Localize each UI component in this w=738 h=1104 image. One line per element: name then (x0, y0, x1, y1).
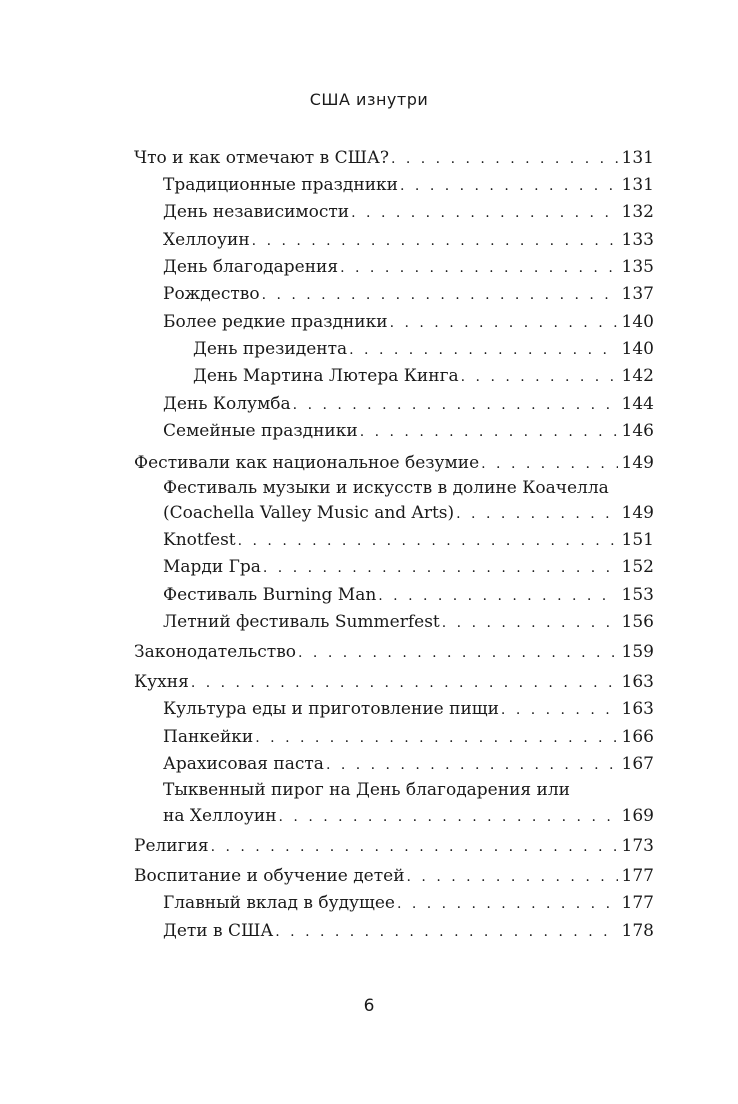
toc-entry (163, 529, 654, 551)
leader-dots (340, 257, 617, 279)
toc-entry-title-line: Фестиваль музыки и искусств в долине Коачелла (163, 478, 609, 498)
toc-entry-title: Арахисовая паста (163, 754, 324, 774)
toc-entry-page: 131 (621, 148, 654, 168)
toc-entry-title: День президента (193, 339, 348, 359)
toc-entry-title: Кухня (134, 672, 189, 692)
toc-entry-page: 159 (621, 642, 654, 662)
leader-dots (252, 230, 618, 252)
toc-entry-title: Фестиваль Burning Man (163, 585, 377, 605)
toc-entry-title: Марди Гра (163, 557, 261, 577)
toc-entry (163, 611, 654, 633)
page-number: 6 (363, 996, 375, 1016)
toc-entry-page: 163 (621, 699, 654, 719)
toc-entry-title: Воспитание и обучение детей (134, 866, 405, 886)
toc-entry-page: 173 (621, 836, 654, 856)
toc-entry-title: Knotfest (163, 530, 236, 550)
toc-entry (163, 201, 654, 223)
leader-dots (501, 699, 618, 721)
toc-entry (193, 365, 654, 387)
toc-entry (163, 753, 654, 775)
toc-entry (163, 311, 654, 333)
toc-entry-title: Хеллоуин (163, 230, 250, 250)
toc-entry (163, 892, 654, 914)
toc-entry-page: 137 (621, 284, 654, 304)
leader-dots (191, 672, 618, 694)
toc-entry-title: Панкейки (163, 727, 254, 747)
leader-dots (391, 148, 618, 170)
toc-entry-page: 146 (621, 421, 654, 441)
toc-entry-title: День независимости (163, 202, 350, 222)
toc-entry (163, 584, 654, 606)
leader-dots (442, 612, 618, 634)
toc-entry (134, 671, 654, 693)
toc-entry-title: Культура еды и приготовление пищи (163, 699, 499, 719)
leader-dots (400, 175, 618, 197)
toc-entry (193, 338, 654, 360)
toc-entry (163, 698, 654, 720)
toc-entry-page: 149 (621, 453, 654, 473)
toc-entry-page: 135 (621, 257, 654, 277)
leader-dots (397, 893, 618, 915)
toc-entry-page: 133 (621, 230, 654, 250)
running-title: США изнутри (309, 90, 429, 109)
toc-entry-title: Семейные праздники (163, 421, 358, 441)
leader-dots (238, 530, 618, 552)
toc-entry (163, 256, 654, 278)
leader-dots (378, 585, 617, 607)
toc-entry (163, 920, 654, 942)
toc-entry-title: День Мартина Лютера Кинга (193, 366, 459, 386)
toc-entry (163, 283, 654, 305)
toc-entry-page: 163 (621, 672, 654, 692)
toc-entry (163, 420, 654, 442)
toc-entry-title: Более редкие праздники (163, 312, 388, 332)
toc-entry-page: 178 (621, 921, 654, 941)
leader-dots (407, 866, 618, 888)
leader-dots (360, 421, 618, 443)
toc-entry-page: 152 (621, 557, 654, 577)
toc-entry-page: 156 (621, 612, 654, 632)
leader-dots (275, 921, 617, 943)
leader-dots (262, 284, 618, 306)
toc-entry-title: Законодательство (134, 642, 297, 662)
toc-entry-title: Традиционные праздники (163, 175, 399, 195)
toc-entry-page: 166 (621, 727, 654, 747)
toc-entry-title: Рождество (163, 284, 260, 304)
toc-entry-title: Фестивали как национальное безумие (134, 453, 480, 473)
toc-entry-title: День Колумба (163, 394, 291, 414)
toc-entry-title: Религия (134, 836, 209, 856)
toc-entry-page: 153 (621, 585, 654, 605)
toc-entry (163, 556, 654, 578)
toc-entry-title: на Хеллоуин (163, 806, 277, 826)
toc-entry-page: 131 (621, 175, 654, 195)
leader-dots (211, 836, 618, 858)
toc-entry-title: Дети в США (163, 921, 274, 941)
toc-entry-page: 151 (621, 530, 654, 550)
toc-entry-page: 140 (621, 312, 654, 332)
leader-dots (293, 394, 618, 416)
toc-entry-title: День благодарения (163, 257, 339, 277)
leader-dots (456, 503, 617, 525)
toc-entry (163, 229, 654, 251)
toc-entry-page: 132 (621, 202, 654, 222)
toc-entry (134, 865, 654, 887)
toc-entry (163, 393, 654, 415)
leader-dots (255, 727, 617, 749)
toc-entry (134, 452, 654, 474)
toc-entry-title: Что и как отмечают в США? (134, 148, 389, 168)
leader-dots (263, 557, 618, 579)
toc-entry-page: 140 (621, 339, 654, 359)
toc-entry (163, 502, 654, 524)
toc-entry-page: 167 (621, 754, 654, 774)
toc-entry-page: 142 (621, 366, 654, 386)
toc-entry-title: (Coachella Valley Music and Arts) (163, 503, 455, 523)
toc-entry (134, 641, 654, 663)
toc-entry-page: 169 (621, 806, 654, 826)
leader-dots (326, 754, 618, 776)
toc-entry-page: 177 (621, 893, 654, 913)
leader-dots (461, 366, 618, 388)
toc-entry-page: 144 (621, 394, 654, 414)
toc-entry (163, 805, 654, 827)
toc-entry-page: 149 (621, 503, 654, 523)
leader-dots (351, 202, 617, 224)
toc-entry (163, 726, 654, 748)
toc-entry-title-line: Тыквенный пирог на День благодарения или (163, 780, 570, 800)
toc-entry (163, 174, 654, 196)
leader-dots (390, 312, 618, 334)
toc-entry (134, 147, 654, 169)
leader-dots (279, 806, 618, 828)
leader-dots (481, 453, 617, 475)
toc-entry-title: Главный вклад в будущее (163, 893, 395, 913)
toc-entry-title: Летний фестиваль Summerfest (163, 612, 440, 632)
leader-dots (349, 339, 617, 361)
toc-entry (134, 835, 654, 857)
toc-entry-page: 177 (621, 866, 654, 886)
leader-dots (298, 642, 618, 664)
